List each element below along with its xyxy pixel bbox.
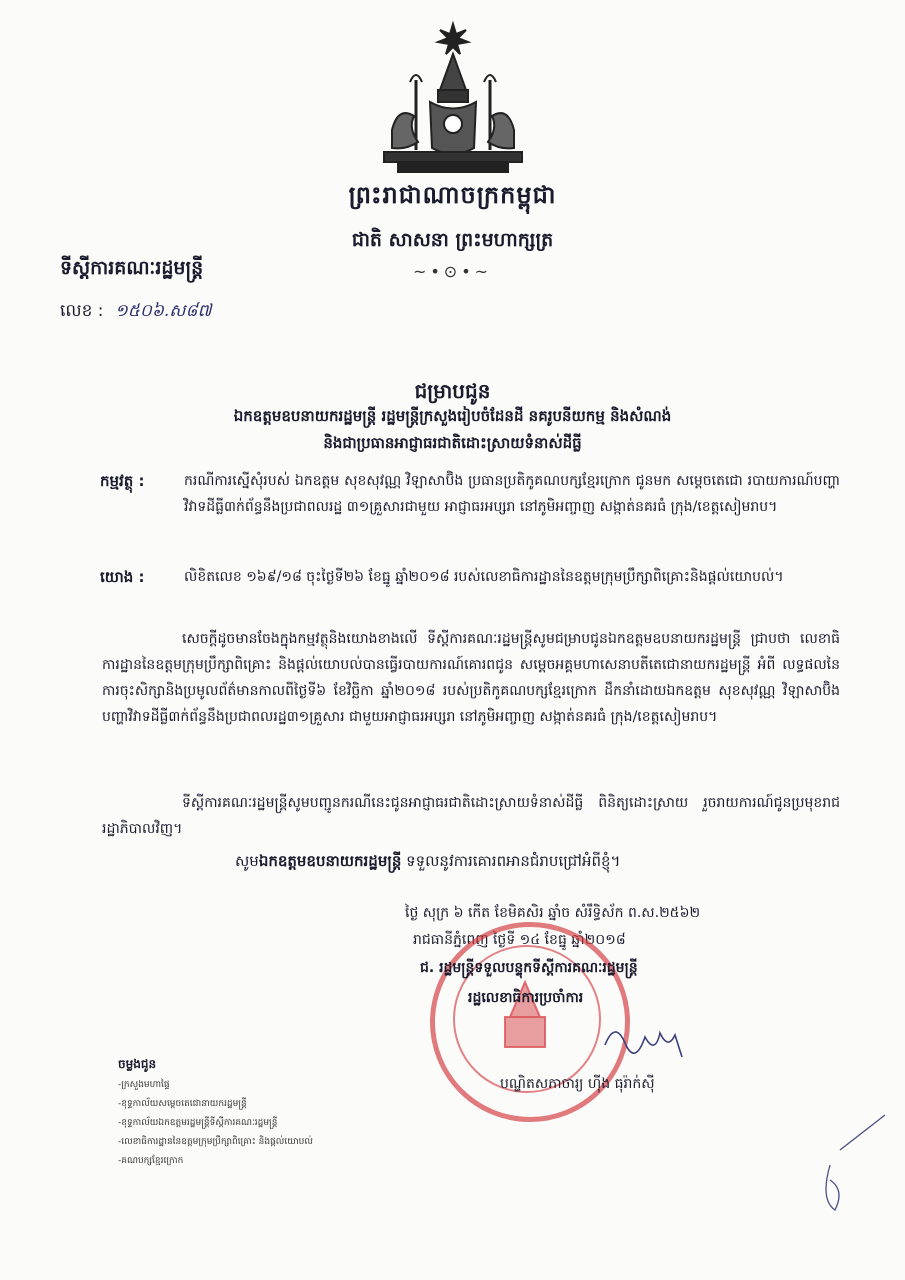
subject-text: ករណីការស្នើសុំរបស់ ឯកឧត្តម សុខសុវណ្ណ វិឡាសាប៊ិង ប្រធានប្រតិកូគណបក្សខ្មែរក្រោក ជូនមក សម្តេចតេជោ របាយការណ៍បញ្ហាវិវាទដីធ្លី៣ក់ព័ន្ធនឹងប្រជាពលរដ្ឋ ៣១គ្រួសារជាមួយ អាជ្ញាធរអប្សរា នៅភូមិអញ្ចាញ សង្កាត់នគរធំ ក្រុង/ខេត្តសៀមរាប។ xyxy=(184,473,840,515)
reference-number xyxy=(60,300,211,325)
signer-title-line-1: ជ. រដ្ឋមន្ត្រីទទួលបន្ទុកទីស្តីការគណៈរដ្ឋមន្ត្រី xyxy=(420,960,638,976)
copies-list xyxy=(118,1076,313,1171)
lunar-date: ថ្ងៃ សុក្រ ៦ កើត ខែមិគសិរ ឆ្នាំច សំរឹទ្ធិស័ក ព.ស.២៥៦២ xyxy=(405,905,701,921)
respect-prefix: សូម xyxy=(235,852,259,870)
subject-label: កម្មវត្ថុ : xyxy=(100,472,145,490)
subject-section xyxy=(100,468,840,520)
copies-item: -គណបក្សខ្មែរក្រោក xyxy=(118,1156,184,1166)
copies-item: -ខុទ្ទកាល័យសម្តេចតេជោនាយករដ្ឋមន្ត្រី xyxy=(118,1099,247,1109)
reference-label: លេខ : xyxy=(60,301,104,321)
addressee-line-2: និងជាប្រធានអាជ្ញាធរជាតិដោះស្រាយទំនាស់ដីធ្លី xyxy=(323,434,582,452)
respect-addressee: ឯកឧត្តមឧបនាយករដ្ឋមន្ត្រី xyxy=(258,852,402,870)
reference-basis-section xyxy=(100,564,840,590)
handwritten-signature xyxy=(600,1015,690,1065)
copies-item: -ក្រសួងមហាផ្ទៃ xyxy=(118,1080,170,1090)
issuing-ministry: ទីស្តីការគណៈរដ្ឋមន្ត្រី xyxy=(60,257,204,279)
solar-date: រាជធានីភ្នំពេញ ថ្ងៃទី ១៤ ខែធ្នូ ឆ្នាំ២០១៨ xyxy=(413,932,626,948)
reference-basis-text: លិខិតលេខ ១៦៩/១៨ ចុះថ្ងៃទី២៦ ខែធ្នូ ឆ្នាំ២០១៨ របស់លេខាធិការដ្ឋាននៃឧត្តមក្រុមប្រឹក្សាពិគ្រោះនិងផ្តល់យោបល់។ xyxy=(184,569,784,585)
national-motto: ជាតិ សាសនា ព្រះមហាក្សត្រ xyxy=(351,229,554,251)
margin-initial-mark xyxy=(800,1110,890,1220)
decorative-ornament: ~•⊙•~ xyxy=(412,262,493,281)
reference-basis-label: យោង : xyxy=(100,568,145,586)
copies-item: -ខុទ្ទកាល័យឯកឧត្តមរដ្ឋមន្ត្រីទីស្តីការគណៈរដ្ឋមន្ត្រី xyxy=(118,1118,278,1128)
kingdom-heading: ព្រះរាជាណាចក្រកម្ពុជា xyxy=(348,181,557,209)
body-paragraph-1: សេចក្តីដូចមានចែងក្នុងកម្មវត្ថុនិងយោងខាងលើ ទីស្តីការគណៈរដ្ឋមន្ត្រីសូមជម្រាបជូនឯកឧត្តមឧបនាយករដ្ឋមន្ត្រី ជ្រាបថា លេខាធិការដ្ឋាននៃឧត្តមក្រុមប្រឹក្សាពិគ្រោះ និងផ្តល់យោបល់បានធ្វើរបាយការណ៍គោរពជូន សម្តេចអគ្គមហាសេនាបតីតេជោនាយករដ្ឋមន្ត្រី អំពី លទ្ធផលនៃការចុះសិក្សានិងប្រមូលព័ត៌មានកាលពីថ្ងៃទី៦ ខែវិច្ឆិកា ឆ្នាំ២០១៨ របស់ប្រតិកូគណបក្សខ្មែរក្រោក ដឹកនាំដោយឯកឧត្តម សុខសុវណ្ណ វិឡាសាប៊ិង បញ្ហាវិវាទដីធ្លី៣ក់ព័ន្ធនឹងប្រជាពលរដ្ឋ៣១គ្រួសារ ជាមួយអាជ្ញាធរអប្សរា នៅភូមិអញ្ចាញ សង្កាត់នគរធំ ក្រុង/ខេត្តសៀមរាប។ xyxy=(102,631,840,725)
royal-coat-of-arms-emblem xyxy=(378,20,528,178)
document-title: ជម្រាបជូន xyxy=(414,379,491,403)
respect-suffix: ទទួលនូវការគោរពអានជំរាបជ្រៅអំពីខ្ញុំ។ xyxy=(401,852,621,870)
copies-title: ចម្លងជូន xyxy=(118,1057,157,1071)
addressee-line-1: ឯកឧត្តមឧបនាយករដ្ឋមន្ត្រី រដ្ឋមន្ត្រីក្រសួងរៀបចំដែនដី នគរូបនីយកម្ម និងសំណង់ xyxy=(233,407,672,425)
closing-respect xyxy=(235,852,620,874)
copies-item: -លេខាធិការដ្ឋាននៃឧត្តមក្រុមប្រឹក្សាពិគ្រោះ និងផ្តល់យោបល់ xyxy=(118,1137,313,1147)
signer-name: បណ្ឌិតសភាចារ្យ ហ៊ីង ធុរ៉ាក់ស៊ី xyxy=(500,1076,655,1092)
reference-value: ១៥០៦.ស៨៧ xyxy=(114,301,212,321)
signer-title-line-2: រដ្ឋលេខាធិការប្រចាំការ xyxy=(468,990,584,1006)
body-paragraph-2: ទីស្តីការគណៈរដ្ឋមន្ត្រីសូមបញ្ជូនករណីនេះជូនអាជ្ញាធរជាតិដោះស្រាយទំនាស់ដីធ្លី ពិនិត្យដោះស្រាយ រួចរាយការណ៍ជូនប្រមុខរាជរដ្ឋាភិបាលវិញ។ xyxy=(102,795,840,837)
